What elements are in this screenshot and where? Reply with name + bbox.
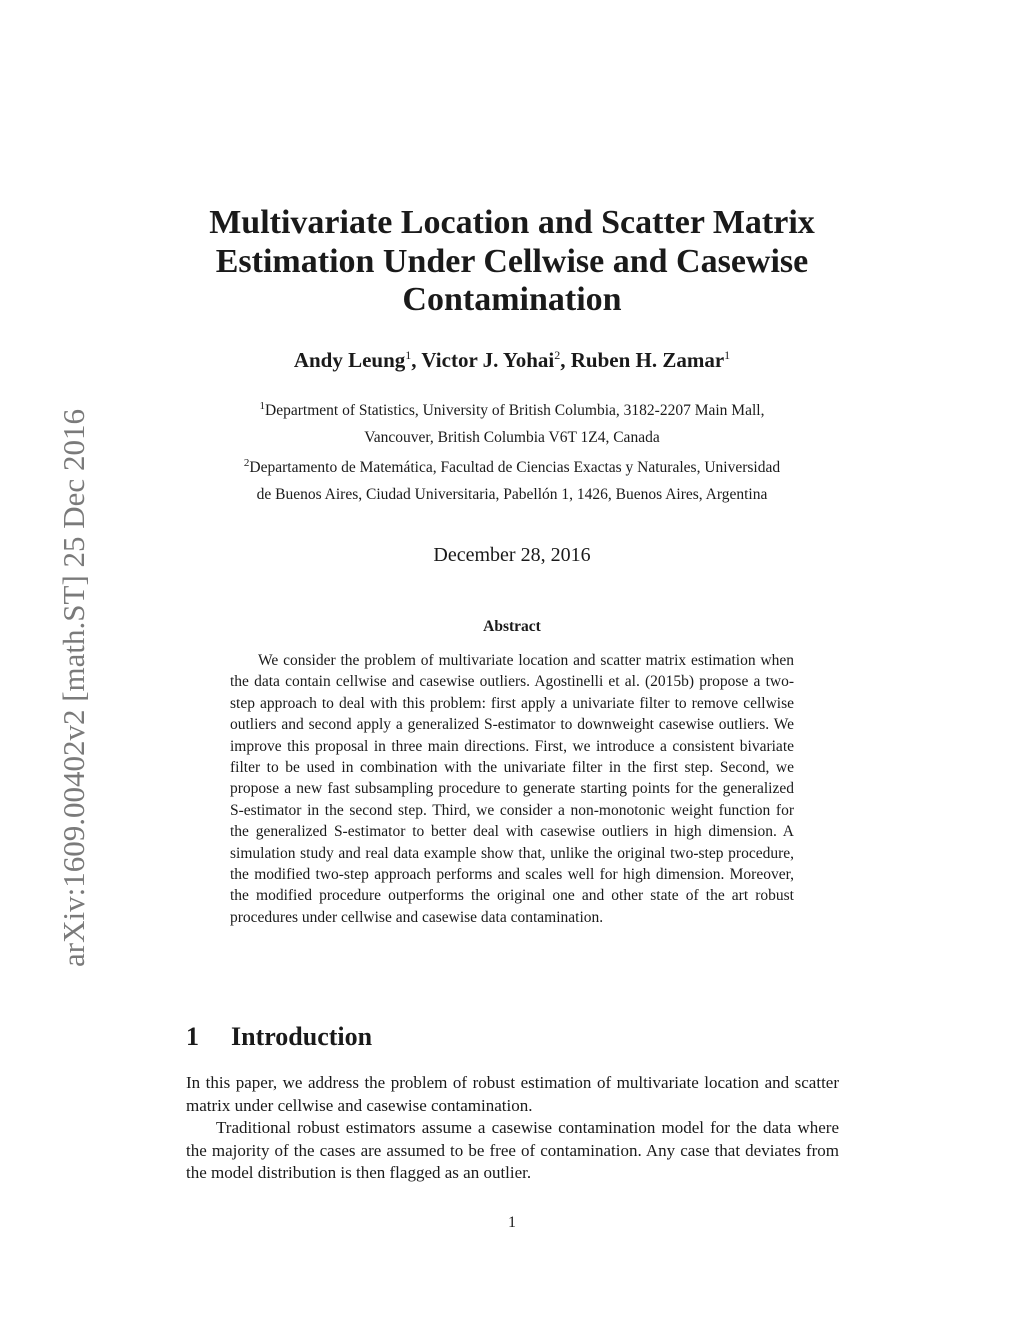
abstract-text: We consider the problem of multivariate location and scatter matrix estimation when the data contain cellwise and casewise outliers. Agostinelli et al. (2015b) propose a two-step approach to deal with this problem: first apply a univariate filter to remove cellwise outliers and second apply a generalized S-estimator to downweight casewise outliers. We improve this proposal in three main directions. First, we introduce a consistent bivariate filter to be used in combination with the univariate filter in the first step. Second, we propose a new fast subsampling procedure to generate starting points for the generalized S-estimator in the second step. Third, we consider a non-monotonic weight function for the generalized S-estimator to better deal with casewise outliers in high dimension. A simulation study and real data example show that, unlike the original two-step procedure, the modified two-step approach performs and scales well for high dimension. Moreover, the modified procedure outperforms the original one and other state of the art robust procedures under cellwise and casewise data contamination. [230, 652, 794, 926]
paper-title: Multivariate Location and Scatter Matrix Estimation Under Cellwise and Casewise Contamination [209, 204, 815, 318]
affiliation-text: Department of Statistics, University of British Columbia, 3182-2207 Main Mall, [265, 402, 765, 420]
author-affil-mark: 1 [724, 348, 731, 362]
section-number: 1 [186, 1022, 199, 1051]
section-heading [186, 1022, 372, 1052]
affiliation-2-line-1 [160, 457, 864, 477]
arxiv-stamp: arXiv:1609.00402v2 [math.ST] 25 Dec 2016 [56, 409, 91, 967]
paper-date: December 28, 2016 [433, 544, 591, 566]
author-list: Andy Leung$^1$, Victor J. Yohai$^2$, Ruben H. Zamar$^1$ [293, 348, 731, 372]
affiliation-1-line-2: Vancouver, British Columbia V6T 1Z4, Canada [364, 429, 660, 446]
affiliation-text: Departamento de Matemática, Facultad de Ciencias Exactas y Naturales, Universidad [249, 459, 781, 477]
author-name: Ruben H. Zamar [570, 348, 725, 372]
author-affil-mark: 1 [405, 348, 412, 362]
abstract-heading: Abstract [483, 618, 541, 635]
affiliation-1-line-1 [160, 400, 864, 420]
author-name: Victor J. Yohai [421, 348, 555, 372]
body-paragraph: Traditional robust estimators assume a casewise contamination model for the data where the majority of the cases are assumed to be free of contamination. Any case that deviates from the model distribution is then flagged as an outlier. [186, 1118, 839, 1182]
affiliation-mark: 2 [243, 457, 250, 469]
author-affil-mark: 2 [554, 348, 561, 362]
author-name: Andy Leung [293, 348, 406, 372]
page-number: 1 [508, 1214, 516, 1231]
affiliation-mark: 1 [259, 400, 266, 412]
section-title: Introduction [231, 1022, 373, 1051]
arxiv-stamp-container [54, 388, 98, 988]
body-paragraph: In this paper, we address the problem of robust estimation of multivariate location and scatter matrix under cellwise and casewise contamination. [186, 1073, 839, 1115]
affiliation-2-line-2: de Buenos Aires, Ciudad Universitaria, Pabellón 1, 1426, Buenos Aires, Argentina [256, 486, 768, 503]
